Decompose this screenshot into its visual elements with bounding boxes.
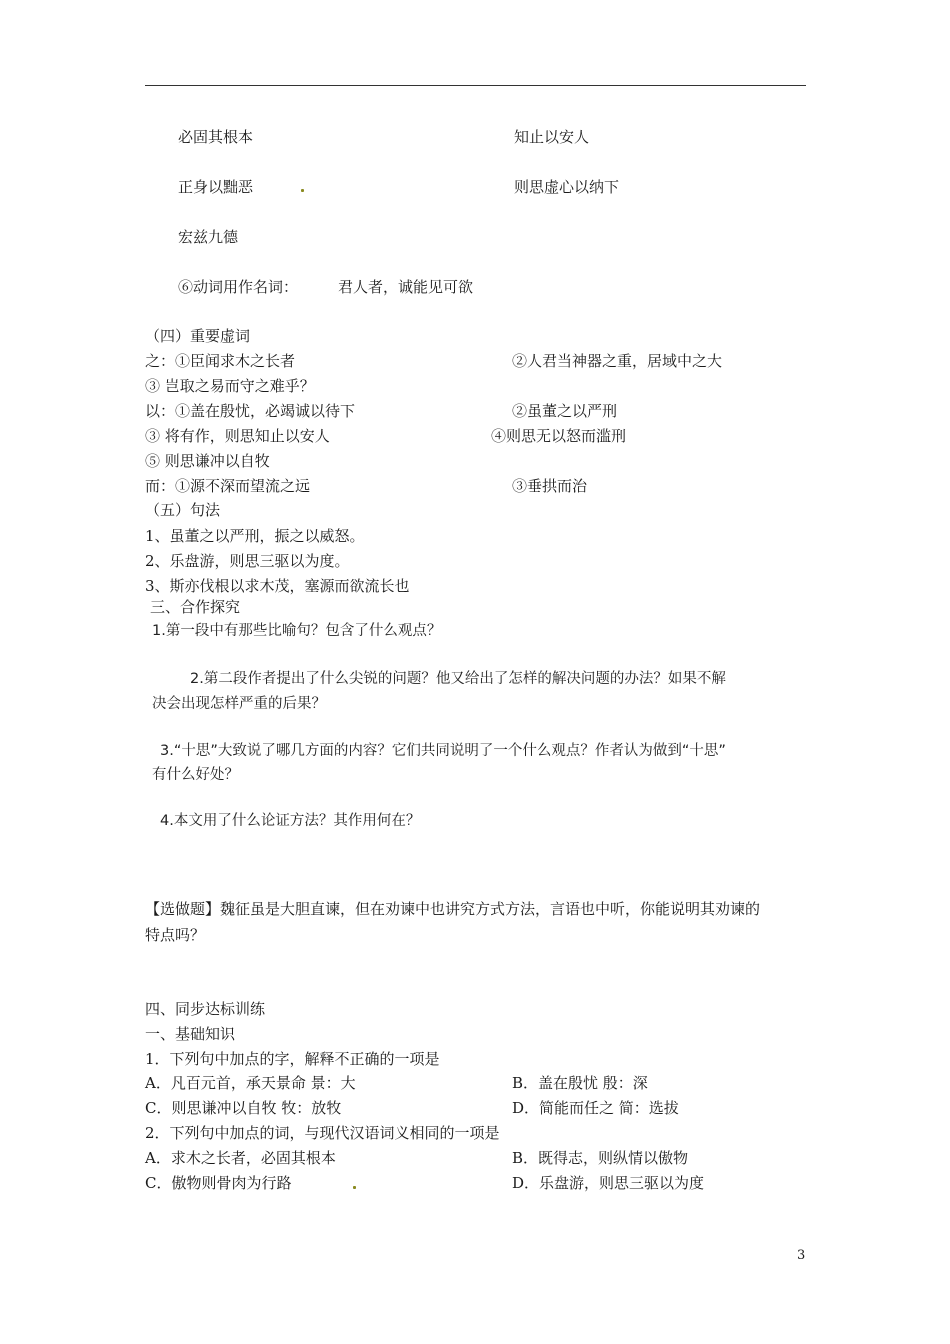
hezuo-q3-b: 有什么好处？ — [152, 767, 239, 783]
yi-1: 以：①盖在殷忧，必竭诚以待下 — [145, 402, 356, 420]
xunlian-q2-d: D．乐盘游，则思三驱以为度 — [512, 1174, 705, 1192]
jufa-s1: 1、虽董之以严刑，振之以威怒。 — [145, 527, 365, 545]
hezuo-q3-a: 3.“十思”大致说了哪几方面的内容？它们共同说明了一个什么观点？作者认为做到“十思” — [160, 743, 726, 759]
row4-label: ⑥动词用作名词： — [178, 278, 299, 296]
hezuo-q1: 1.第一段中有那些比喻句？包含了什么观点？ — [152, 623, 442, 639]
xunlian-q2-b: B．既得志，则纵情以傲物 — [512, 1149, 689, 1167]
xunlian-q1-a: A．凡百元首，承天景命 景：大 — [145, 1074, 356, 1092]
emphasis-dot — [353, 1186, 356, 1189]
xunlian-q2-a: A．求木之长者，必固其根本 — [145, 1149, 336, 1167]
hezuo-heading: 三、合作探究 — [150, 598, 241, 616]
zhi-2: ②人君当神器之重，居域中之大 — [512, 352, 723, 370]
row2-right: 则思虚心以纳下 — [514, 178, 620, 196]
xunlian-q2: 2．下列句中加点的词，与现代汉语词义相同的一项是 — [145, 1124, 500, 1142]
emphasis-dot — [301, 189, 304, 192]
xunlian-q2-c: C．傲物则骨肉为行路 — [145, 1174, 292, 1192]
xunlian-q1-c: C．则思谦冲以自牧 牧：放牧 — [145, 1099, 342, 1117]
er-1: 而：①源不深而望流之远 — [145, 477, 311, 495]
page-number: 3 — [797, 1248, 806, 1263]
yi-2: ②虽董之以严刑 — [512, 402, 618, 420]
jufa-s2: 2、乐盘游，则思三驱以为度。 — [145, 552, 350, 570]
xunlian-q1-b: B．盖在殷忧 殷：深 — [512, 1074, 648, 1092]
jufa-s3: 3、斯亦伐根以求木茂，塞源而欲流长也 — [145, 577, 410, 595]
zhi-3: ③ 岂取之易而守之难乎？ — [145, 377, 315, 395]
zhi-1: 之：①臣闻求木之长者 — [145, 352, 296, 370]
xuanzuo-line1: 【选做题】魏征虽是大胆直谏，但在劝谏中也讲究方式方法，言语也中听，你能说明其劝谏的 — [145, 900, 761, 918]
xunlian-heading: 四、同步达标训练 — [145, 1000, 266, 1018]
xuanzuo-line2: 特点吗？ — [145, 926, 206, 944]
yi-5: ⑤ 则思谦冲以自牧 — [145, 452, 270, 470]
row4-example: 君人者，诚能见可欲 — [338, 278, 474, 296]
xunlian-sub: 一、基础知识 — [145, 1025, 236, 1043]
header-rule — [145, 85, 806, 86]
xunlian-q1: 1．下列句中加点的字，解释不正确的一项是 — [145, 1050, 440, 1068]
row3-left: 宏兹九德 — [178, 228, 239, 246]
jufa-heading: （五）句法 — [145, 501, 221, 519]
row2-left: 正身以黜恶 — [178, 178, 254, 196]
xunlian-q1-d: D．简能而任之 简：选拔 — [512, 1099, 679, 1117]
row1-right: 知止以安人 — [514, 128, 590, 146]
hezuo-q2-b: 决会出现怎样严重的后果？ — [152, 696, 326, 712]
xuci-heading: （四）重要虚词 — [145, 327, 251, 345]
hezuo-q4: 4.本文用了什么论证方法？其作用何在？ — [160, 813, 421, 829]
hezuo-q2-a: 2.第二段作者提出了什么尖锐的问题？他又给出了怎样的解决问题的办法？如果不解 — [190, 671, 726, 687]
row1-left: 必固其根本 — [178, 128, 254, 146]
yi-4: ④则思无以怒而滥刑 — [491, 427, 627, 445]
yi-3: ③ 将有作，则思知止以安人 — [145, 427, 330, 445]
er-3: ③垂拱而治 — [512, 477, 588, 495]
